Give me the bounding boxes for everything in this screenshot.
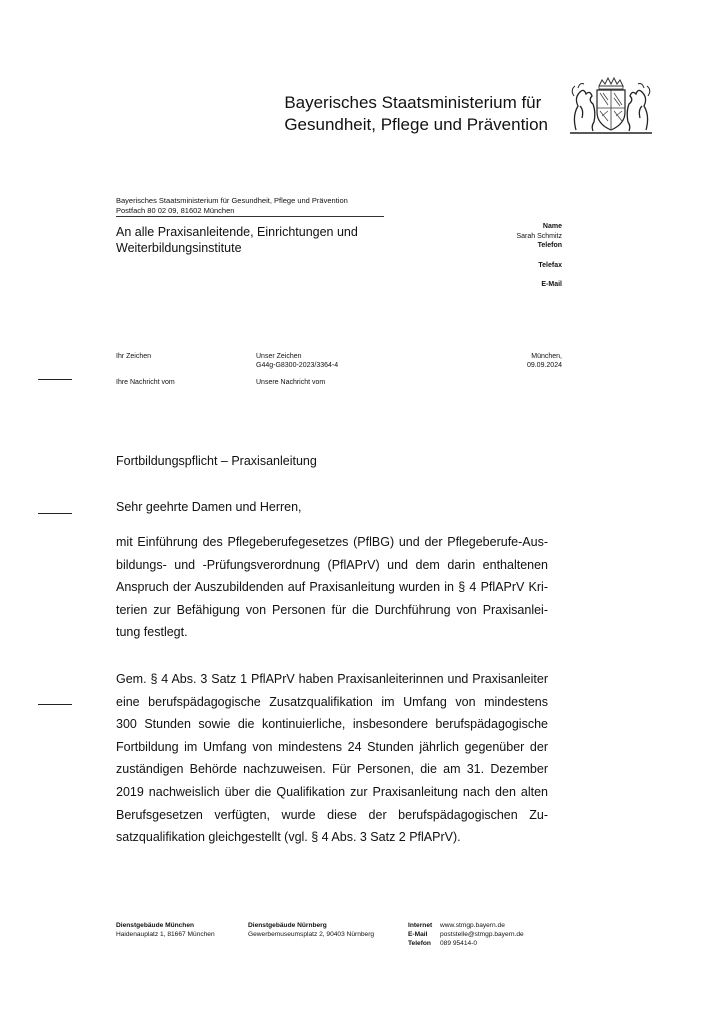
paragraph-line: 2019 nachweislich über die Qualifikation zur Praxisanleitung nach den alten <box>116 784 548 799</box>
recipient-line2: Weiterbildungsinstitute <box>116 241 242 255</box>
fold-mark-bottom <box>38 704 72 705</box>
your-message-label: Ihre Nachricht vom <box>116 379 175 386</box>
our-reference-label: Unser Zeichen <box>256 353 302 360</box>
footer-contact <box>408 921 524 948</box>
ministry-name-line2: Gesundheit, Pflege und Prävention <box>284 115 548 134</box>
footer-nuremberg-title: Dienstgebäude Nürnberg <box>248 922 327 929</box>
paragraph-line: bildungs- und -Prüfungsverordnung (PflAPrV) und dem darin enthaltenen <box>116 557 548 572</box>
footer-email-link[interactable]: poststelle@stmgp.bayern.de <box>440 931 524 938</box>
return-address-line2: Postfach 80 02 09, 81602 München <box>116 206 235 215</box>
footer-internet-label: Internet <box>408 922 433 929</box>
paragraph-line: eine berufspädagogische Zusatzqualifikation im Umfang von mindestens <box>116 694 548 709</box>
recipient-block <box>116 224 416 256</box>
our-message-label: Unsere Nachricht vom <box>256 379 326 386</box>
paragraph-line: tung festlegt. <box>116 625 188 640</box>
contact-name-value: Sarah Schmitz <box>516 232 562 240</box>
footer-website-link[interactable]: www.stmgp.bayern.de <box>440 922 505 929</box>
footer-munich-title: Dienstgebäude München <box>116 922 195 929</box>
footer-nuremberg-office <box>248 921 374 939</box>
contact-block <box>516 222 562 290</box>
footer-munich-office <box>116 921 215 939</box>
footer-phone-label: Telefon <box>408 940 431 947</box>
letter-salutation: Sehr geehrte Damen und Herren, <box>116 500 302 514</box>
letter-subject: Fortbildungspflicht – Praxisanleitung <box>116 454 317 468</box>
recipient-line1: An alle Praxisanleitende, Einrichtungen und <box>116 225 358 239</box>
paragraph-line: Fortbildung im Umfang von mindestens 24 Stunden jährlich gegenüber der <box>116 739 548 754</box>
footer-email-label: E-Mail <box>408 931 428 938</box>
footer-munich-address: Haidenauplatz 1, 81667 München <box>116 931 215 938</box>
paragraph-line: 300 Stunden sowie die kontinuierliche, insbesondere berufspädagogische <box>116 717 548 732</box>
contact-phone-label: Telefon <box>537 242 562 249</box>
letter-date <box>527 352 562 370</box>
return-address-line1: Bayerisches Staatsministerium für Gesundheit, Pflege und Prävention <box>116 196 348 205</box>
contact-fax-label: Telefax <box>538 261 562 269</box>
our-reference <box>256 352 338 370</box>
paragraph-line: satzqualifikation gleichgestellt (vgl. § 4 Abs. 3 Satz 2 PflAPrV). <box>116 830 461 845</box>
paragraph-line: Anspruch der Auszubildenden auf Praxisanleitung wurden in § 4 PflAPrV Kri- <box>116 580 548 595</box>
our-reference-value: G44g-G8300-2023/3364-4 <box>256 362 339 369</box>
your-reference-label: Ihr Zeichen <box>116 353 152 360</box>
bavarian-coat-of-arms-icon <box>566 76 656 136</box>
footer-phone-value: 089 95414-0 <box>440 940 478 947</box>
letter-date-value: 09.09.2024 <box>526 362 562 369</box>
fold-mark-top <box>38 379 72 380</box>
punch-mark <box>38 513 72 514</box>
contact-email-label: E-Mail <box>541 281 562 288</box>
return-address <box>116 196 348 216</box>
paragraph-line: Berufsgesetzen verfügten, wurde diese der berufspädagogischen Zu- <box>116 807 548 822</box>
paragraph-line: zuständigen Behörde nachzuweisen. Für Personen, die am 31. Dezember <box>116 762 548 777</box>
body-paragraph-2 <box>116 668 548 849</box>
return-address-divider <box>116 216 384 217</box>
ministry-name-line1: Bayerisches Staatsministerium für <box>284 93 542 112</box>
paragraph-line: Gem. § 4 Abs. 3 Satz 1 PflAPrV haben Praxisanleiterinnen und Praxisanleiter <box>116 672 548 686</box>
footer-nuremberg-address: Gewerbemuseumsplatz 2, 90403 Nürnberg <box>248 931 375 938</box>
contact-name-label: Name <box>542 223 562 230</box>
body-paragraph-1 <box>116 531 548 644</box>
paragraph-line: terien zur Befähigung von Personen für die Durchführung von Praxisanlei- <box>116 602 548 617</box>
ministry-letterhead <box>284 92 548 136</box>
letter-place: München, <box>531 353 562 360</box>
paragraph-line: mit Einführung des Pflegeberufegesetzes (PflBG) und der Pflegeberufe-Aus- <box>116 535 548 549</box>
